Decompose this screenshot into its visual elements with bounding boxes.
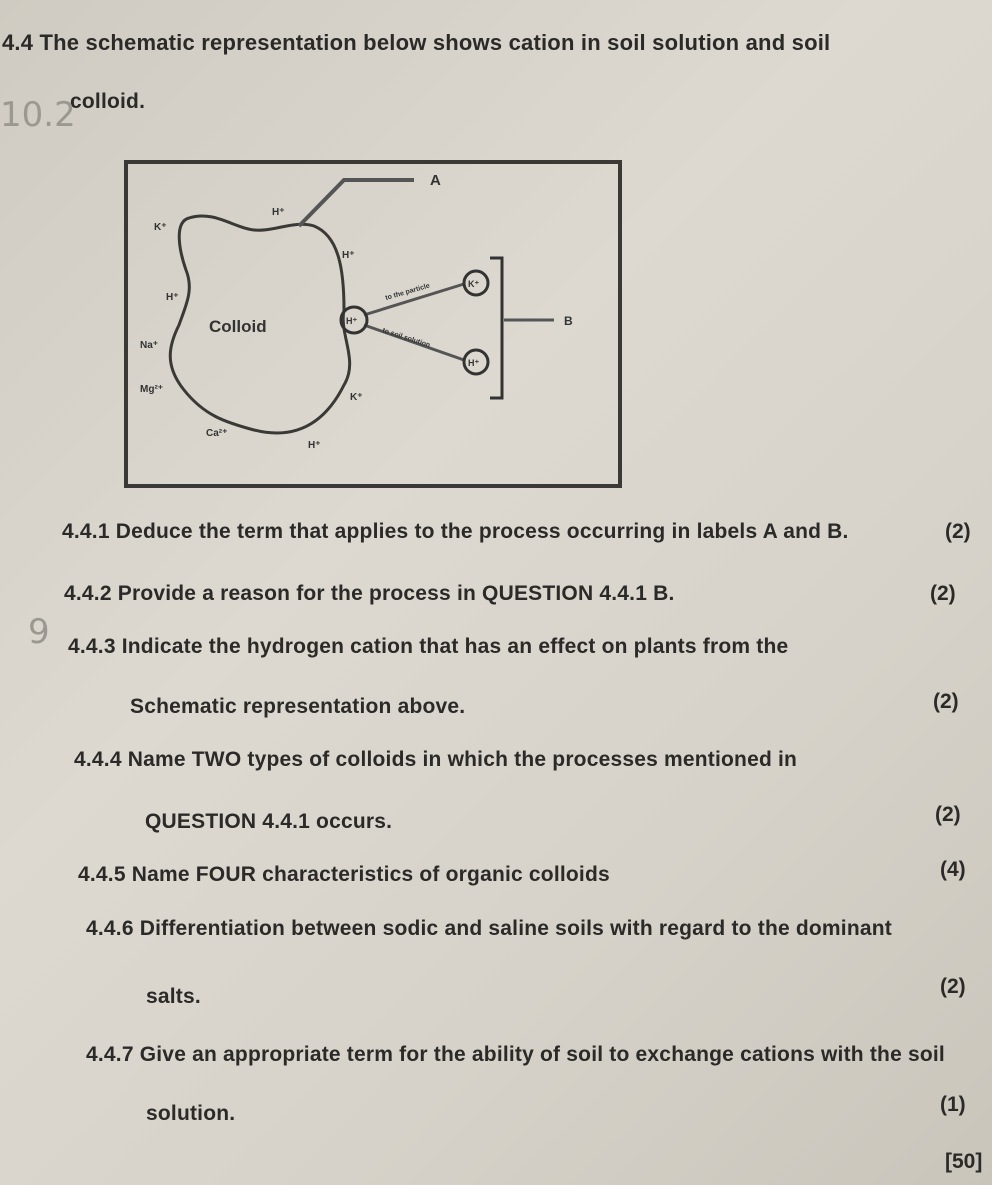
question-4-4-3-cont: Schematic representation above.	[130, 695, 466, 718]
question-4-4-5: 4.4.5 Name FOUR characteristics of organic colloids	[78, 863, 610, 886]
colloid-diagram	[124, 160, 624, 490]
question-4-4-6-cont: salts.	[146, 985, 201, 1008]
svg-text:H⁺: H⁺	[468, 358, 480, 368]
marks: (2)	[935, 803, 961, 826]
cation: H⁺	[166, 292, 179, 303]
svg-text:K⁺: K⁺	[468, 279, 480, 289]
margin-note-score-2: 9	[28, 612, 50, 652]
marks: (2)	[940, 975, 966, 998]
cation: Na⁺	[140, 340, 159, 351]
heading-line2: colloid.	[70, 90, 146, 113]
label-b: B	[564, 314, 573, 328]
label-a-pointer	[299, 180, 414, 226]
question-4-4-7-cont: solution.	[146, 1102, 236, 1125]
marks: (1)	[940, 1093, 966, 1116]
question-4-4-7: 4.4.7 Give an appropriate term for the ability of soil to exchange cations with the soil	[86, 1043, 945, 1066]
colloid-label: Colloid	[209, 317, 267, 336]
question-4-4-6: 4.4.6 Differentiation between sodic and saline soils with regard to the dominant	[86, 917, 892, 940]
marks: (2)	[933, 690, 959, 713]
cation: H⁺	[308, 440, 321, 451]
cation: Mg²⁺	[140, 384, 164, 395]
diagram-frame	[126, 162, 620, 486]
question-4-4-3: 4.4.3 Indicate the hydrogen cation that has an effect on plants from the	[68, 635, 789, 658]
cation: K⁺	[154, 222, 167, 233]
total-marks: [50]	[945, 1150, 983, 1173]
question-4-4-1: 4.4.1 Deduce the term that applies to the process occurring in labels A and B.	[62, 520, 849, 543]
label-a: A	[430, 172, 441, 189]
cation: Ca²⁺	[206, 428, 228, 439]
heading-line1: 4.4 The schematic representation below shows cation in soil solution and soil	[2, 30, 831, 55]
question-4-4-4-cont: QUESTION 4.4.1 occurs.	[145, 810, 393, 833]
cation: H⁺	[342, 250, 355, 261]
cation: K⁺	[350, 392, 363, 403]
marks: (2)	[945, 520, 971, 543]
exchange-label-top: to the particle	[384, 282, 431, 302]
cation: H⁺	[272, 207, 285, 218]
marks: (4)	[940, 858, 966, 881]
marks: (2)	[930, 582, 956, 605]
bracket-b	[490, 258, 502, 398]
svg-text:H⁺: H⁺	[346, 316, 358, 326]
exchange-label-bottom: to soil solution	[381, 327, 431, 350]
question-4-4-2: 4.4.2 Provide a reason for the process in QUESTION 4.4.1 B.	[64, 582, 675, 605]
margin-note-score: 10.2	[0, 95, 76, 135]
question-4-4-4: 4.4.4 Name TWO types of colloids in which the processes mentioned in	[74, 748, 798, 771]
